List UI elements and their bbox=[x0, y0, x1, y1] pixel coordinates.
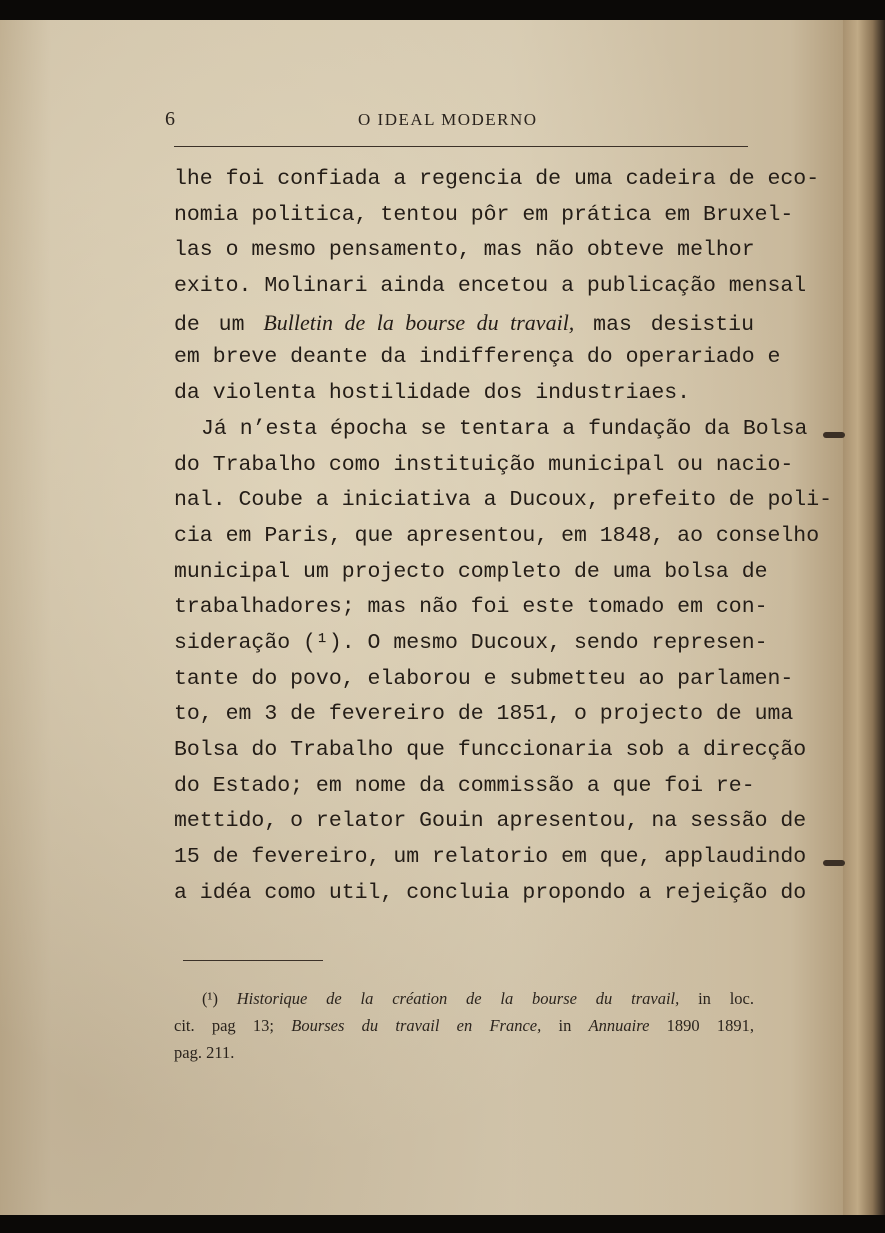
body-text bbox=[174, 162, 833, 911]
text-line: lhe foi confiada a regencia de uma cadeira de eco- bbox=[174, 167, 820, 191]
text-span: in loc. bbox=[679, 989, 755, 1008]
text-line: 15 de fevereiro, um relatorio em que, applaudindo bbox=[174, 845, 807, 870]
footnote-rule bbox=[183, 960, 323, 961]
text-line: tante do povo, elaborou e submetteu ao parlamen- bbox=[174, 666, 794, 691]
text-line: cia em Paris, que apresentou, em 1848, ao conselho bbox=[174, 523, 820, 548]
book-spine-edge bbox=[843, 20, 885, 1215]
text-line: Já n’esta épocha se tentara a fundação da Bolsa bbox=[201, 416, 808, 441]
text-line: do Trabalho como instituição municipal ou nacio- bbox=[174, 452, 794, 477]
footnote-marker: (¹) bbox=[202, 989, 218, 1008]
text-line: las o mesmo pensamento, mas não obteve melhor bbox=[174, 238, 755, 263]
page-tab-marker bbox=[823, 432, 845, 438]
text-line: mettido, o relator Gouin apresentou, na sessão de bbox=[174, 809, 807, 834]
italic-title: Historique de la création de la bourse du travail, bbox=[236, 989, 680, 1008]
text-line: do Estado; em nome da commissão a que foi re- bbox=[174, 773, 755, 798]
page-header bbox=[0, 108, 850, 132]
text-span: mas desistiu bbox=[574, 312, 754, 337]
text-line: to, em 3 de fevereiro de 1851, o projecto de uma bbox=[174, 702, 794, 727]
footnote bbox=[174, 985, 754, 1066]
header-rule bbox=[174, 146, 748, 147]
text-line: da violenta hostilidade dos industriaes. bbox=[174, 381, 691, 406]
page-number: 6 bbox=[165, 108, 175, 130]
text-line: nomia politica, tentou pôr em prática em Bruxel- bbox=[174, 202, 794, 227]
running-title: O IDEAL MODERNO bbox=[358, 110, 538, 129]
text-span: 1890 1891, bbox=[649, 1016, 755, 1035]
footnote-line bbox=[174, 985, 754, 1012]
page-tab-marker bbox=[823, 860, 845, 866]
italic-title: Bourses du travail en France, bbox=[291, 1016, 542, 1035]
footnote-line: pag. 211. bbox=[174, 1043, 235, 1062]
text-line: sideração (¹). O mesmo Ducoux, sendo represen- bbox=[174, 630, 768, 655]
footnote-line bbox=[174, 1012, 754, 1039]
text-span: in bbox=[541, 1016, 589, 1035]
text-line: exito. Molinari ainda encetou a publicação mensal bbox=[174, 274, 807, 299]
text-line: municipal um projecto completo de uma bolsa de bbox=[174, 559, 768, 584]
text-line bbox=[174, 305, 754, 341]
italic-title: Bulletin de la bourse du travail, bbox=[263, 309, 575, 335]
text-line: Bolsa do Trabalho que funccionaria sob a direcção bbox=[174, 738, 807, 762]
text-span: cit. pag 13; bbox=[174, 1016, 292, 1035]
text-line: a idéa como util, concluia propondo a rejeição do bbox=[174, 880, 807, 905]
italic-title: Annuaire bbox=[588, 1016, 650, 1035]
text-line: nal. Coube a iniciativa a Ducoux, prefeito de poli- bbox=[174, 488, 833, 513]
text-span: de um bbox=[174, 312, 264, 337]
text-line: trabalhadores; mas não foi este tomado em con- bbox=[174, 595, 768, 620]
text-line: em breve deante da indifferença do operariado e bbox=[174, 345, 781, 370]
